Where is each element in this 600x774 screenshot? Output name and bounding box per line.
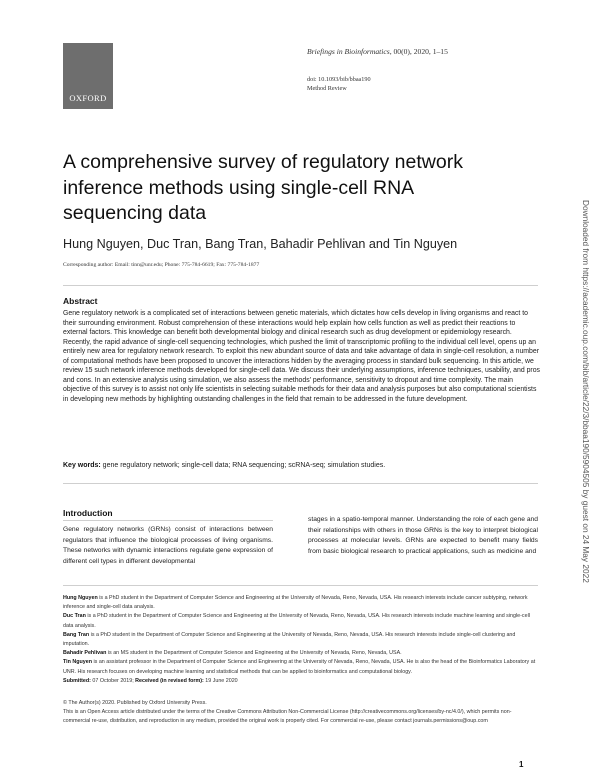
download-watermark-text[interactable]: Downloaded from https://academic.oup.com/bib/article/22/3/bbaa190/5904505 by guest on 24 May 2022: [581, 200, 591, 583]
copyright-line: © The Author(s) 2020. Published by Oxford University Press.: [63, 700, 207, 706]
bio-name: Bahadir Pehlivan: [63, 650, 107, 657]
journal-name: Briefings in Bioinformatics: [307, 47, 390, 56]
bio-item: [63, 594, 541, 612]
revised-date: 19 June 2020: [203, 677, 238, 684]
submitted-date: 07 October 2019;: [90, 677, 136, 684]
oxford-logo[interactable]: [63, 43, 113, 109]
keywords-list: gene regulatory network; single-cell data; RNA sequencing; scRNA-seq; simulation studies.: [100, 462, 386, 469]
bio-name: Duc Tran: [63, 613, 86, 620]
page-number: 1: [519, 760, 524, 769]
author-list: Hung Nguyen, Duc Tran, Bang Tran, Bahadir Pehlivan and Tin Nguyen: [63, 237, 458, 251]
paper-title: A comprehensive survey of regulatory network inference methods using single-cell RNA sequencing data: [63, 151, 463, 224]
keywords: [63, 462, 385, 469]
journal-volume: , 00(0), 2020, 1–15: [389, 47, 448, 56]
download-watermark: [581, 200, 595, 630]
intro-column-right: stages in a spatio-temporal manner. Understanding the role of each gene and their relationships with others in those GRNs is the key to interpret biological processes at molecular levels. GRNs are expected to benefit many fields from basic biological research to practical applications, such as medicine and: [308, 516, 538, 555]
abstract-body: Gene regulatory network is a complicated set of interactions between genetic materials, which dictates how cells develop in living organisms and react to their surrounding environment. Robust comprehension of these interactions would help explain how cells function as well as predict their reactions to external factors. This knowledge can benefit both developmental biology and clinical research such as drug development or epidemiology research. Recently, the rapid advance of single-cell sequencing technologies, which pushed the limit of transcriptomic profiling to the individual cell level, opens up an entirely new area for regulatory network research. To exploit this new abundant source of data and take advantage of data in single-cell resolution, a number of computational methods have been proposed to uncover the interactions hidden by the averaging process in standard bulk sequencing. In this article, we review 15 such network inference methods developed for single-cell data. We discuss their underlying assumptions, inference techniques, usability, and pros and cons. In an extensive analysis using simulation, we also assess the methods' performance, sensitivity to dropout and time complexity. The main objective of this survey is to assist not only life scientists in selecting suitable methods for their data and analysis purposes but also computational scientists in developing new methods by highlighting outstanding challenges in the field that remain to be addressed in the future development.: [63, 310, 540, 403]
divider: [63, 585, 538, 586]
bio-name: Bang Tran: [63, 631, 90, 638]
divider: [63, 520, 273, 521]
bio-text: is a PhD student in the Department of Computer Science and Engineering at the University of Nevada, Reno, Nevada, USA. His research interests include cancer subtyping, network inference and single-cell data analysis.: [63, 595, 528, 611]
submitted-label: Submitted:: [63, 677, 91, 684]
author-bios: [63, 594, 541, 686]
revised-label: Received (in revised form):: [135, 677, 204, 684]
bio-text: is a PhD student in the Department of Computer Science and Engineering at the University of Nevada, Reno, Nevada, USA. His research interests include machine learning and single-cell data analysis.: [63, 613, 530, 629]
abstract-heading: Abstract: [63, 296, 98, 306]
corresponding-author: Corresponding author: Email: tinn@unr.edu; Phone: 775-784-6619; Fax: 775-784-1877: [63, 262, 260, 268]
article-type: Method Review: [307, 85, 347, 92]
submission-dates: [63, 677, 541, 686]
bio-text: is an assistant professor in the Department of Computer Science and Engineering at the University of Nevada, Reno, Nevada, USA. He is also the head of the Bioinformatics Laboratory at UNR. His research focuses on developing machine learning and statistical methods that can be applied to bioinformatics and computational biology.: [63, 659, 536, 675]
divider: [63, 285, 538, 286]
divider: [63, 483, 538, 484]
journal-citation: [307, 47, 448, 56]
bio-name: Tin Nguyen: [63, 659, 92, 666]
bio-name: Hung Nguyen: [63, 595, 98, 601]
logo-text: OXFORD: [69, 93, 107, 103]
keywords-label: Key words:: [63, 462, 101, 469]
bio-item: [63, 649, 541, 658]
bio-item: [63, 658, 541, 676]
doi-link[interactable]: doi: 10.1093/bib/bbaa190: [307, 76, 371, 83]
bio-text: is a PhD student in the Department of Computer Science and Engineering at the University of Nevada, Reno, Nevada, USA. His research interests include single-cell clustering and imputation.: [63, 631, 516, 648]
bio-item: [63, 612, 541, 630]
doi-block: [307, 75, 371, 93]
bio-item: [63, 631, 541, 649]
introduction-heading: Introduction: [63, 508, 113, 518]
bio-text: is an MS student in the Department of Computer Science and Engineering at the University of Nevada, Reno, Nevada, USA.: [106, 650, 402, 657]
license-text[interactable]: This is an Open Access article distributed under the terms of the Creative Commons Attribution Non-Commercial License (http://creativecommons.org/licenses/by-nc/4.0/), which permits non-commercial re-use, distribution, and reproduction in any medium, provided the original work is properly cited. For commercial re-use, please contact journals.permissions@oup.com: [63, 709, 512, 725]
intro-column-left: Gene regulatory networks (GRNs) consist of interactions between regulators that influence the biological processes of living organisms. These networks with dynamic interactions regulate gene expression of different cell types in different developmental: [63, 526, 273, 565]
license-block: [63, 699, 533, 726]
